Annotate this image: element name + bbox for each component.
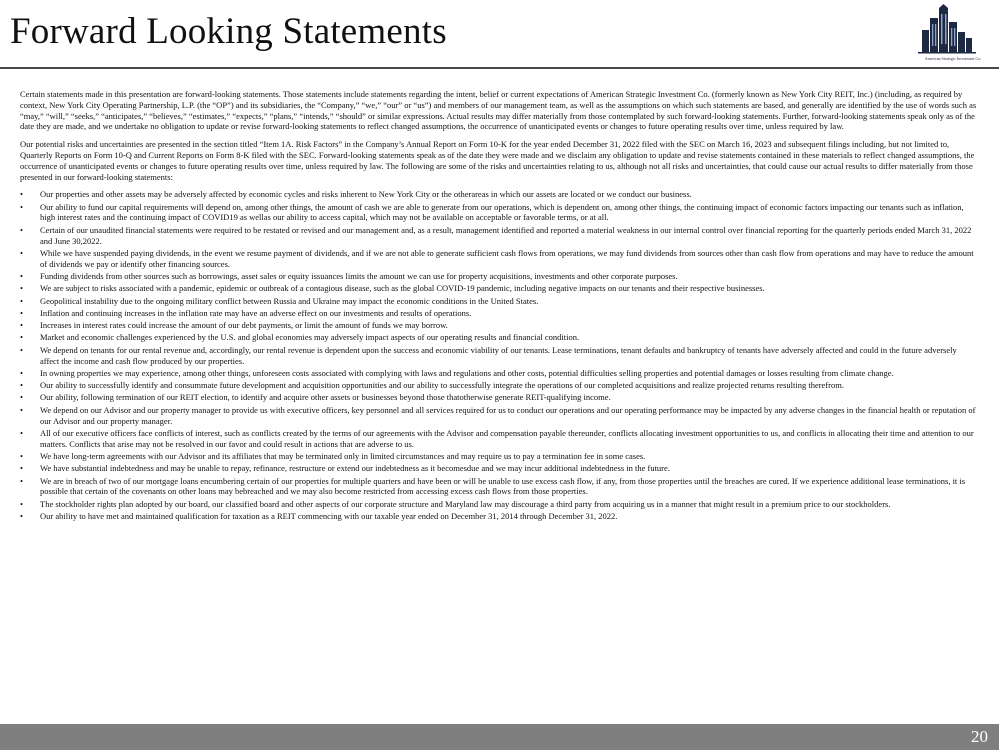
city-skyline-icon bbox=[914, 4, 992, 56]
list-item: • We have substantial indebtedness and may be unable to repay, refinance, restructure or extend our indebtedness as it becomesdue and we may incur additional indebtedness in the future. bbox=[20, 463, 978, 474]
page-title: Forward Looking Statements bbox=[10, 11, 447, 52]
list-item: • Our properties and other assets may be adversely affected by economic cycles and risks inherent to New York City or the otherareas in which our assets are located or we conduct our business. bbox=[20, 189, 978, 200]
list-item: • We have long-term agreements with our Advisor and its affiliates that may be terminated only in limited circumstances and may require us to pay a termination fee in some cases. bbox=[20, 451, 978, 462]
slide-header bbox=[0, 0, 999, 66]
list-item: • Our ability to have met and maintained qualification for taxation as a REIT commencing with our taxable year ended on December 31, 2014 through December 31, 2022. bbox=[20, 511, 978, 522]
list-item: • Market and economic challenges experienced by the U.S. and global economies may adversely impact aspects of our operating results and financial condition. bbox=[20, 332, 978, 343]
list-item: • We depend on our Advisor and our property manager to provide us with executive officers, key personnel and all services required for us to conduct our operations and our operating performance may be impacted by any adverse changes in the financial health or reputation of our Advisor and our property manager. bbox=[20, 405, 978, 427]
company-logo bbox=[914, 4, 992, 64]
intro-paragraph: Certain statements made in this presentation are forward-looking statements. Those statements include statements regarding the intent, belief or current expectations of American Strategic Investment Co. (formerly known as New York City REIT, Inc.) (including, as required by context, New York City Operating Partnership, L.P. (the “OP”) and its subsidiaries, the “Company,” “we,” “our” or “us”) and members of our management team, as well as the assumptions on which such statements are based, and generally are identified by the use of words such as “may,” “will,” “seeks,” “anticipates,” “believes,” “estimates,” “expects,” “plans,” “intends,” “should” or similar expressions. Actual results may differ materially from those contemplated by such forward-looking statements. Further, forward-looking statements speak only as of the date they are made, and we undertake no obligation to update or revise forward-looking statements to reflect changed assumptions, the occurrence of unanticipated events or changes to future operating results over time, unless required by law. bbox=[20, 89, 977, 132]
list-item: • In owning properties we may experience, among other things, unforeseen costs associated with complying with laws and regulations and other costs, potential difficulties selling properties and potential damages or losses resulting from climate change. bbox=[20, 368, 978, 379]
header-divider bbox=[0, 67, 999, 69]
page-number: 20 bbox=[971, 727, 988, 746]
list-item: • Funding dividends from other sources such as borrowings, asset sales or equity issuances limits the amount we can use for property acquisitions, investments and other corporate purposes. bbox=[20, 271, 978, 282]
list-item: • While we have suspended paying dividends, in the event we resume payment of dividends, and if we are not able to generate sufficient cash flows from operations, we may fund dividends from sources other than cash flow from operations and may have to reduce the amount of dividends we pay or identify other financing sources. bbox=[20, 248, 978, 270]
list-item: • All of our executive officers face conflicts of interest, such as conflicts created by the terms of our agreements with the Advisor and compensation payable thereunder, conflicts allocating investment opportunities to us, and conflicts in allocating their time and attention to our matters. Conflicts that arise may not be resolved in our favor and could result in actions that are adverse to us. bbox=[20, 428, 978, 450]
list-item: • Certain of our unaudited financial statements were required to be restated or revised and our management and, as a result, management identified and reported a material weakness in our internal control over financial reporting for the quarterly periods ended March 31, 2022 and June 30,2022. bbox=[20, 225, 978, 247]
risks-paragraph: Our potential risks and uncertainties are presented in the section titled “Item 1A. Risk Factors” in the Company’s Annual Report on Form 10-K for the year ended December 31, 2022 filed with the SEC on March 16, 2023 and subsequent filings including, but not limited to, Quarterly Reports on Form 10-Q and Current Reports on Form 8-K filed with the SEC. Forward-looking statements speak as of the date they were made and we disclaim any obligation to update and revise statements contained in these materials to reflect changed assumptions, the occurrence of unanticipated events or changes to future operating results over time, unless required by law. The following are some of the risks and uncertainties relating to us, although not all risks and uncertainties, that could cause our actual results to differ materially from those presented in our forward-looking statements: bbox=[20, 139, 975, 182]
footer-bar bbox=[0, 724, 999, 750]
list-item: • We are subject to risks associated with a pandemic, epidemic or outbreak of a contagious disease, such as the global COVID-19 pandemic, including negative impacts on our tenants and their respective businesses. bbox=[20, 283, 978, 294]
list-item: • Our ability to successfully identify and consummate future development and acquisition opportunities and our ability to successfully integrate the operations of our completed acquisitions and realize projected returns resulting therefrom. bbox=[20, 380, 978, 391]
list-item: • We depend on tenants for our rental revenue and, accordingly, our rental revenue is dependent upon the success and economic viability of our tenants. Lease terminations, tenant defaults and bankruptcy of tenants have adversely affected and could in the future adversely affect the income and cash flow produced by our properties. bbox=[20, 345, 978, 367]
list-item: • Increases in interest rates could increase the amount of our debt payments, or limit the amount of funds we may borrow. bbox=[20, 320, 978, 331]
risk-factor-list bbox=[20, 189, 978, 521]
list-item: • Our ability, following termination of our REIT election, to identify and acquire other assets or businesses beyond those thatotherwise generate REIT-qualifying income. bbox=[20, 392, 978, 403]
list-item: • We are in breach of two of our mortgage loans encumbering certain of our properties for multiple quarters and have been or will be unable to use excess cash flow, if any, from those properties until the breaches are cured. If we experience additional lease terminations, it is possible that certain of the covenants on other loans may bebreached and we may also become restricted from accessing excess cash flows from those properties. bbox=[20, 476, 978, 498]
list-item: • Our ability to fund our capital requirements will depend on, among other things, the amount of cash we are able to generate from our operations, which is dependent on, among other things, the continuing impact of economic factors impacting our tenants such as inflation, high interest rates and the continuing impact of COVID19 as wellas our ability to access capital, which may not be available on acceptable or favorable terms, or at all. bbox=[20, 202, 978, 224]
logo-caption: American Strategic Investment Co. bbox=[924, 56, 982, 61]
list-item: • Geopolitical instability due to the ongoing military conflict between Russia and Ukraine may impact the economic conditions in the United States. bbox=[20, 296, 978, 307]
statements-body bbox=[20, 89, 978, 523]
list-item: • The stockholder rights plan adopted by our board, our classified board and other aspects of our corporate structure and Maryland law may discourage a third party from acquiring us in a manner that might result in a premium price to our stockholders. bbox=[20, 499, 978, 510]
list-item: • Inflation and continuing increases in the inflation rate may have an adverse effect on our investments and results of operations. bbox=[20, 308, 978, 319]
